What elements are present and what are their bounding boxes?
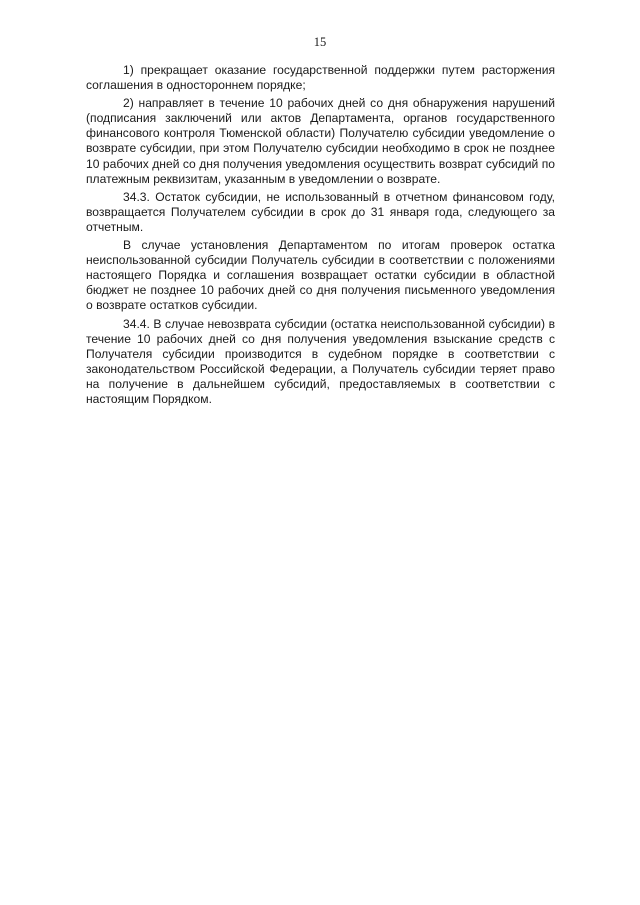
paragraph-34-4: 34.4. В случае невозврата субсидии (остатка неиспользованной субсидии) в течение 10 рабочих дней со дня получения уведомления взыскание средств с Получателя субсидии производится в судебном порядке в соответствии с законодательством Российской Федерации, а Получатель субсидии теряет право на получение в дальнейшем субсидий, предоставляемых в соответствии с настоящим Порядком.: [86, 316, 555, 406]
document-body: [86, 63, 555, 410]
paragraph-unused-balance: В случае установления Департаментом по итогам проверок остатка неиспользованной субсидии Получатель субсидии в соответствии с положениями настоящего Порядка и соглашения возвращает остатки субсидии в областной бюджет не позднее 10 рабочих дней со дня получения письменного уведомления о возврате остатков субсидии.: [86, 238, 555, 313]
paragraph-terminate-support: 1) прекращает оказание государственной поддержки путем расторжения соглашения в одностороннем порядке;: [86, 63, 555, 93]
page-number: 15: [313, 35, 327, 49]
paragraph-34-3: 34.3. Остаток субсидии, не использованный в отчетном финансовом году, возвращается Получателем субсидии в срок до 31 января года, следующего за отчетным.: [86, 189, 555, 234]
paragraph-return-notice: 2) направляет в течение 10 рабочих дней со дня обнаружения нарушений (подписания заключений или актов Департамента, органов государственного финансового контроля Тюменской области) Получателю субсидии уведомление о возврате субсидии, при этом Получателю субсидии необходимо в срок не позднее 10 рабочих дней со дня получения уведомления осуществить возврат субсидий по платежным реквизитам, указанным в уведомлении о возврате.: [86, 96, 555, 186]
